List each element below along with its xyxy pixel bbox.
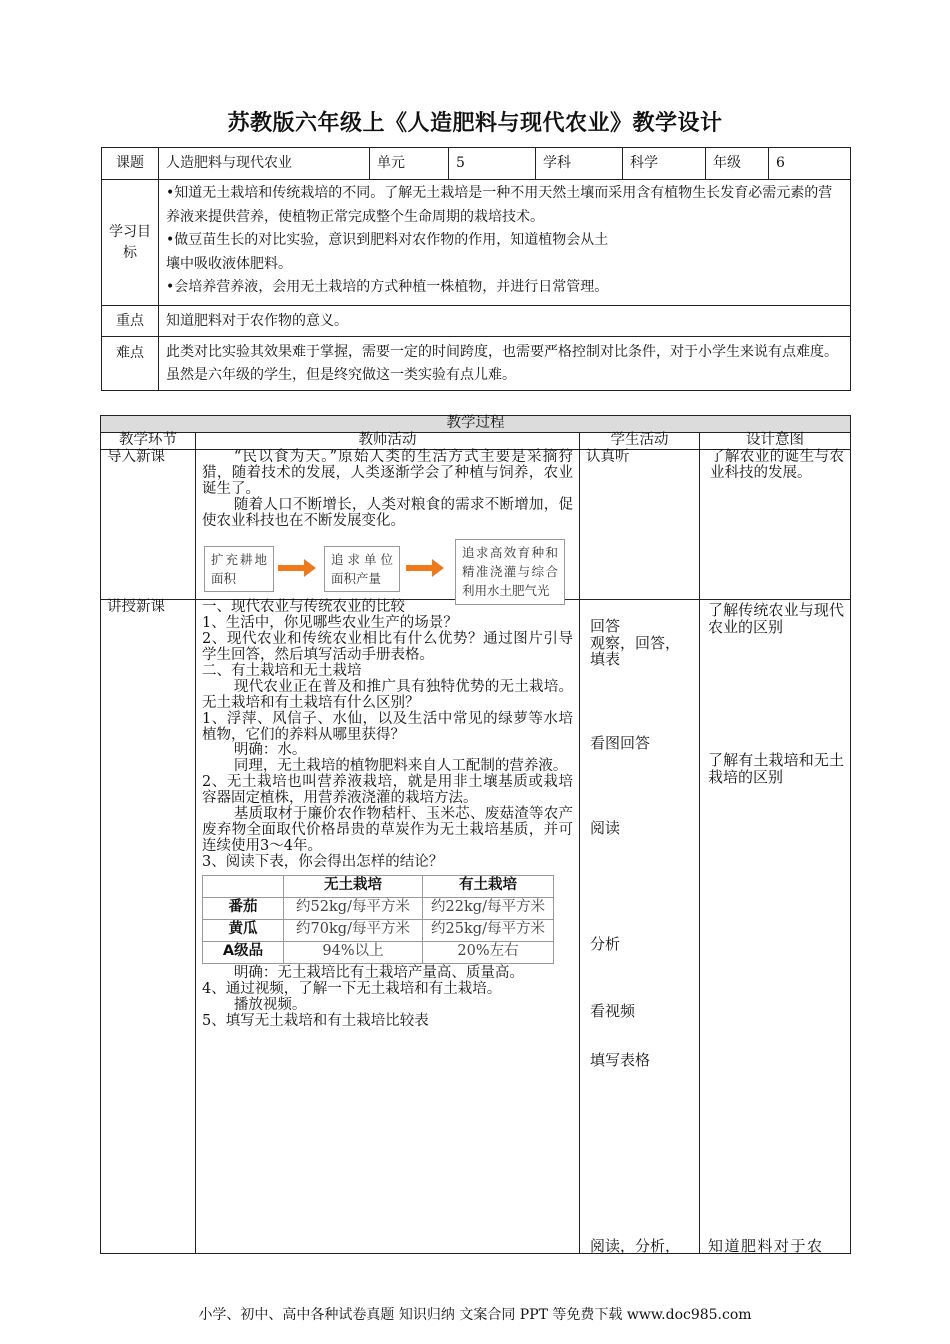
teacher-line: 同理，无土栽培的植物肥料来自人工配制的营养液。 xyxy=(233,758,568,775)
student-activity: 观察，回答，填表 xyxy=(590,633,681,668)
row2-student xyxy=(580,600,700,1254)
col-stage: 教学环节 xyxy=(101,433,196,450)
student-activity: 回答 xyxy=(590,617,621,635)
design-intent: 了解传统农业与现代农业的区别 xyxy=(708,601,844,637)
col-intent: 设计意图 xyxy=(700,433,851,450)
grade-label: 年级 xyxy=(706,148,769,180)
row1-teacher xyxy=(196,450,580,600)
footer-text: 小学、初中、高中各种试卷真题 知识归纳 文案合同 PPT 等免费下载 www.doc985.com xyxy=(198,1307,752,1323)
student-activity: 看图回答 xyxy=(590,734,651,752)
subject-value: 科学 xyxy=(623,148,706,180)
row2-intent xyxy=(700,600,851,1254)
teacher-paragraph: 随着人口不断增长，人类对粮食的需求不断增加，促使农业科技也在不断发展变化。 xyxy=(202,496,573,529)
row1-student: 认真听 xyxy=(580,450,700,600)
teacher-line: 2、现代农业和传统农业相比有什么优势？通过图片引导学生回答，然后填写活动手册表格。 xyxy=(202,630,573,663)
goal-item: 壤中吸收液体肥料。 xyxy=(166,255,292,272)
key-value: 知道肥料对于农作物的意义。 xyxy=(159,306,851,337)
yield-header-soil: 有土栽培 xyxy=(423,875,554,897)
process-header: 教学过程 xyxy=(101,416,851,433)
yield-header-blank xyxy=(203,875,284,897)
student-activity: 看视频 xyxy=(590,1002,636,1020)
design-intent: 了解有土栽培和无土栽培的区别 xyxy=(708,751,844,787)
difficulty-label: 难点 xyxy=(102,337,159,391)
yield-cell: 约52kg/每平方米 xyxy=(284,897,423,919)
row2-teacher xyxy=(196,600,580,1254)
col-student: 学生活动 xyxy=(580,433,700,450)
course-label: 课题 xyxy=(102,148,159,180)
development-flow-diagram xyxy=(202,540,573,598)
flow-arrow-icon xyxy=(278,565,306,571)
yield-cell: 约70kg/每平方米 xyxy=(284,919,423,941)
student-activity: 填写表格 xyxy=(590,1051,651,1069)
goal-item: •知道无土栽培和传统栽培的不同。了解无土栽培是一种不用天然土壤而采用含有植物生长发育必需元素的营养液来提供营养，使植物正常完成整个生命周期的栽培技术。 xyxy=(166,185,833,225)
student-activity: 分析 xyxy=(590,935,621,953)
goal-item: •会培养营养液，会用无土栽培的方式种植一株植物，并进行日常管理。 xyxy=(166,279,609,296)
design-intent: 知道肥料对于农 xyxy=(708,1237,824,1255)
teacher-line: 明确：水。 xyxy=(233,742,307,759)
yield-header-soilless: 无土栽培 xyxy=(284,875,423,897)
teacher-line: 一、现代农业与传统农业的比较 xyxy=(202,599,405,615)
teacher-paragraph: “民以食为天。”原始人类的生活方式主要是采摘狩猎，随着技术的发展，人类逐渐学会了种植与饲养，农业诞生了。 xyxy=(202,449,573,497)
teacher-line: 4、通过视频，了解一下无土栽培和有土栽培。 xyxy=(202,980,502,997)
teacher-line: 1、生活中，你见哪些农业生产的场景？ xyxy=(202,614,458,631)
flow-arrow-icon xyxy=(406,565,434,571)
subject-label: 学科 xyxy=(536,148,623,180)
teacher-line: 3、阅读下表，你会得出怎样的结论？ xyxy=(202,854,444,870)
student-activity: 阅读 xyxy=(590,819,621,837)
course-value: 人造肥料与现代农业 xyxy=(159,148,370,180)
row2-stage: 讲授新课 xyxy=(101,600,196,1254)
grade-value: 6 xyxy=(769,148,851,180)
yield-cell: 94%以上 xyxy=(284,941,423,963)
yield-cell: 约22kg/每平方米 xyxy=(423,897,554,919)
yield-comparison-table xyxy=(202,875,554,964)
teacher-line: 明确：无土栽培比有土栽培产量高、质量高。 xyxy=(233,964,524,981)
teacher-line: 5、填写无土栽培和有土栽培比较表 xyxy=(202,1012,429,1029)
unit-value: 5 xyxy=(449,148,536,180)
flow-box-1: 扩充耕地面积 xyxy=(204,546,274,593)
teacher-line: 现代农业正在普及和推广具有独特优势的无土栽培。无土栽培和有土栽培有什么区别？ xyxy=(202,678,573,711)
key-label: 重点 xyxy=(102,306,159,337)
teacher-line: 二、有土栽培和无土栽培 xyxy=(202,662,362,679)
student-activity: 阅读，分析， xyxy=(590,1237,681,1255)
process-table xyxy=(100,415,851,1254)
yield-cell: 约25kg/每平方米 xyxy=(423,919,554,941)
yield-cell: 20%左右 xyxy=(423,941,554,963)
unit-label: 单元 xyxy=(370,148,449,180)
yield-row-label: 番茄 xyxy=(203,897,284,919)
student-activity-group xyxy=(590,618,682,668)
difficulty-value: 此类对比实验其效果难于掌握，需要一定的时间跨度，也需要严格控制对比条件，对于小学生来说有点难度。虽然是六年级的学生，但是终究做这一类实验有点儿难。 xyxy=(159,337,851,391)
yield-row-label: A级品 xyxy=(203,941,284,963)
yield-row-label: 黄瓜 xyxy=(203,919,284,941)
goals-label: 学习目标 xyxy=(102,180,159,306)
row1-intent: 了解农业的诞生与农业科技的发展。 xyxy=(700,450,851,600)
goals-cell xyxy=(159,180,851,306)
teacher-line: 1、浮萍、风信子、水仙，以及生活中常见的绿萝等水培植物，它们的养料从哪里获得？ xyxy=(202,710,573,743)
page-title: 苏教版六年级上《人造肥料与现代农业》教学设计 xyxy=(227,111,723,136)
flow-box-3: 追求高效育种和精准浇灌与综合利用水土肥气光 xyxy=(455,539,565,605)
teacher-line: 2、无土栽培也叫营养液栽培，就是用非土壤基质或栽培容器固定植株，用营养液浇灌的栽培方法。 xyxy=(202,774,573,807)
goal-item: •做豆苗生长的对比实验，意识到肥料对农作物的作用，知道植物会从土 xyxy=(166,232,609,249)
col-teacher: 教师活动 xyxy=(196,433,580,450)
flow-box-2: 追求单位面积产量 xyxy=(324,546,400,593)
info-table xyxy=(101,147,851,391)
row1-stage: 导入新课 xyxy=(101,450,196,600)
teacher-line: 播放视频。 xyxy=(233,996,307,1013)
teacher-line: 基质取材于廉价农作物秸杆、玉米芯、废菇渣等农产废弃物全面取代价格昂贵的草炭作为无土栽培基质，并可连续使用3～4年。 xyxy=(202,806,573,855)
